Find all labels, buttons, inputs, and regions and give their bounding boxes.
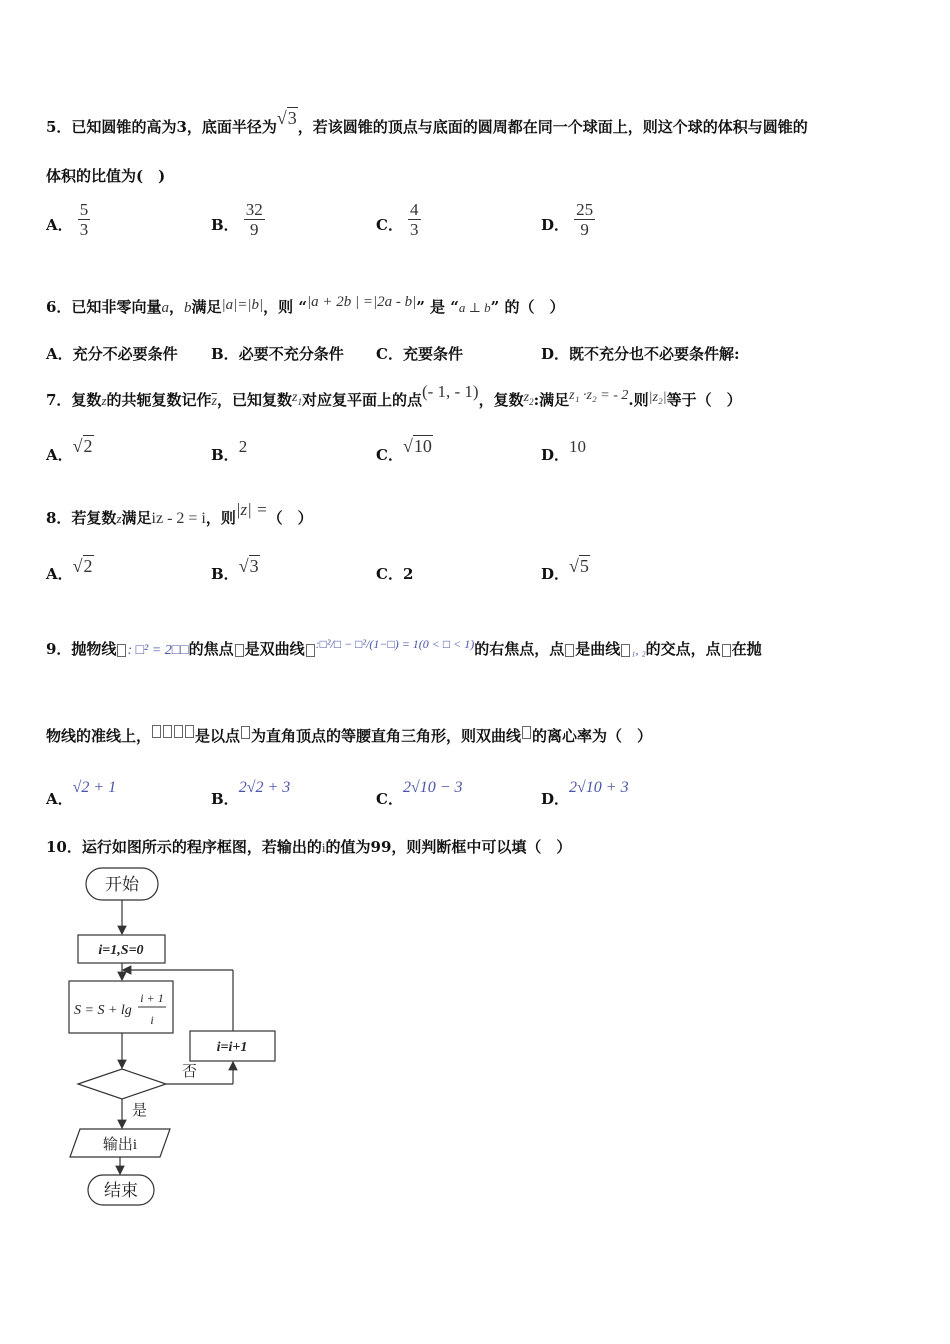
q6-line: 6．已知非零向量a，b满足|a|=|b|，则 “|a + 2b | =|2a - b|” 是 “a ⊥ b” 的（ ）: [46, 294, 565, 316]
q5-option-b[interactable]: B． $\frac{32}{9}$: [211, 200, 263, 239]
q9-option-b[interactable]: B．2√2 + 3: [211, 779, 291, 808]
q7-line: 7．复数z的共轭复数记作$\overline{z}$，已知复数$z_1$对应复平面上的点(- 1, - 1)，复数$z_2$:满足z₁ ·z₂ = - 2.则|z₂|等于（ ）: [46, 382, 742, 409]
q5-option-a[interactable]: A． $\frac{5}{3}$: [46, 200, 89, 239]
q5-option-b-fraction: $\frac{32}{9}$: [245, 200, 263, 239]
q7-equation: z₁ ·z₂ = - 2: [569, 388, 629, 403]
q6-option-a[interactable]: A．充分不必要条件: [46, 345, 178, 363]
q5-option-c-fraction: $\frac{4}{3}$: [410, 200, 419, 239]
q5-option-c[interactable]: C． $\frac{4}{3}$: [376, 200, 419, 239]
q9-hyperbola: :□²/□ − □²/(1−□) = 1(0 < □ < 1): [315, 637, 475, 651]
q9-line2: 物线的准线上， 是以点 为直角顶点的等腰直角三角形，则双曲线 的离心率为（ ）: [46, 725, 652, 746]
q6-option-c[interactable]: C．充要条件: [376, 345, 463, 363]
q8-option-a[interactable]: A．√2: [46, 556, 93, 583]
q5-text-b: ，若该圆锥的顶点与底面的圆周都在同一个球面上，则这个球的体积与圆锥的: [297, 118, 808, 136]
flow-no-label: 否: [182, 1064, 198, 1080]
flow-decision-diamond: [78, 1069, 166, 1099]
q5-option-a-fraction: $\frac{5}{3}$: [79, 200, 89, 239]
q5-line2: 体积的比值为( ): [46, 167, 166, 185]
q9-option-d[interactable]: D．2√10 + 3: [541, 779, 629, 808]
q5-option-d[interactable]: D． $\frac{25}{9}$: [541, 200, 594, 239]
q6-condition: |a|=|b|: [221, 297, 264, 313]
q7-zbar: $\overline{z}$: [211, 394, 217, 409]
flow-start-label: 开始: [105, 875, 139, 894]
q9-line1: 9．抛物线 : □² = 2□□的焦点 是双曲线 $^{:□^2/□ - □^2/(1-□) = 1(0 < □ < 1)}$的右焦点，点 是曲线 ₁, ₂的交点，点 在抛: [46, 637, 762, 658]
flowchart: [60, 862, 290, 1218]
q9-option-c[interactable]: C．2√10 − 3: [376, 779, 463, 808]
q5-sqrt3: √3: [276, 108, 297, 128]
q5-option-d-fraction: $\frac{25}{9}$: [576, 200, 594, 239]
flow-yes-label: 是: [132, 1103, 148, 1119]
q9-parabola: : □² = 2□□: [127, 643, 189, 658]
q6-expression: |a + 2b | =|2a - b|: [306, 294, 417, 310]
flow-assign-num: i + 1: [140, 991, 164, 1005]
q6-option-b[interactable]: B．必要不充分条件: [211, 345, 344, 363]
q7-option-a[interactable]: A．√2: [46, 436, 93, 464]
q7-option-d[interactable]: D．10: [541, 437, 587, 464]
q8-abs: |z| =: [235, 500, 268, 519]
flow-output-label: 输出i: [102, 1137, 138, 1153]
flow-init-label: i=1,S=0: [98, 943, 144, 958]
q7-option-b[interactable]: B．2: [211, 437, 248, 464]
q6-option-d[interactable]: D．既不充分也不必要条件解:: [541, 345, 740, 363]
q5-line1: [46, 108, 808, 137]
q5-text-a: 5．已知圆锥的高为3，底面半径为: [46, 118, 277, 136]
q8-equation: iz - 2 = i: [151, 510, 206, 527]
q8-line: 8．若复数z满足iz - 2 = i，则|z| =（ ）: [46, 500, 313, 527]
flow-increment-label: i=i+1: [216, 1040, 248, 1055]
flow-end-label: 结束: [104, 1181, 138, 1200]
q8-option-d[interactable]: D．√5: [541, 556, 589, 583]
q8-option-c[interactable]: C．2: [376, 565, 414, 583]
flow-assign-den: i: [150, 1013, 154, 1027]
q7-option-c[interactable]: C．√10: [376, 436, 432, 464]
q7-abs: |z₂|: [648, 390, 667, 405]
q9-option-a[interactable]: A．√2 + 1: [46, 779, 117, 808]
q10-line: 10．运行如图所示的程序框图，若输出的i的值为99，则判断框中可以填（ ）: [46, 838, 572, 856]
q8-option-b[interactable]: B．√3: [211, 556, 259, 583]
q6-perp: a ⊥ b: [458, 300, 491, 315]
flow-assign-lhs: S = S + lg: [74, 1003, 132, 1018]
q7-point: (- 1, - 1): [421, 382, 479, 401]
